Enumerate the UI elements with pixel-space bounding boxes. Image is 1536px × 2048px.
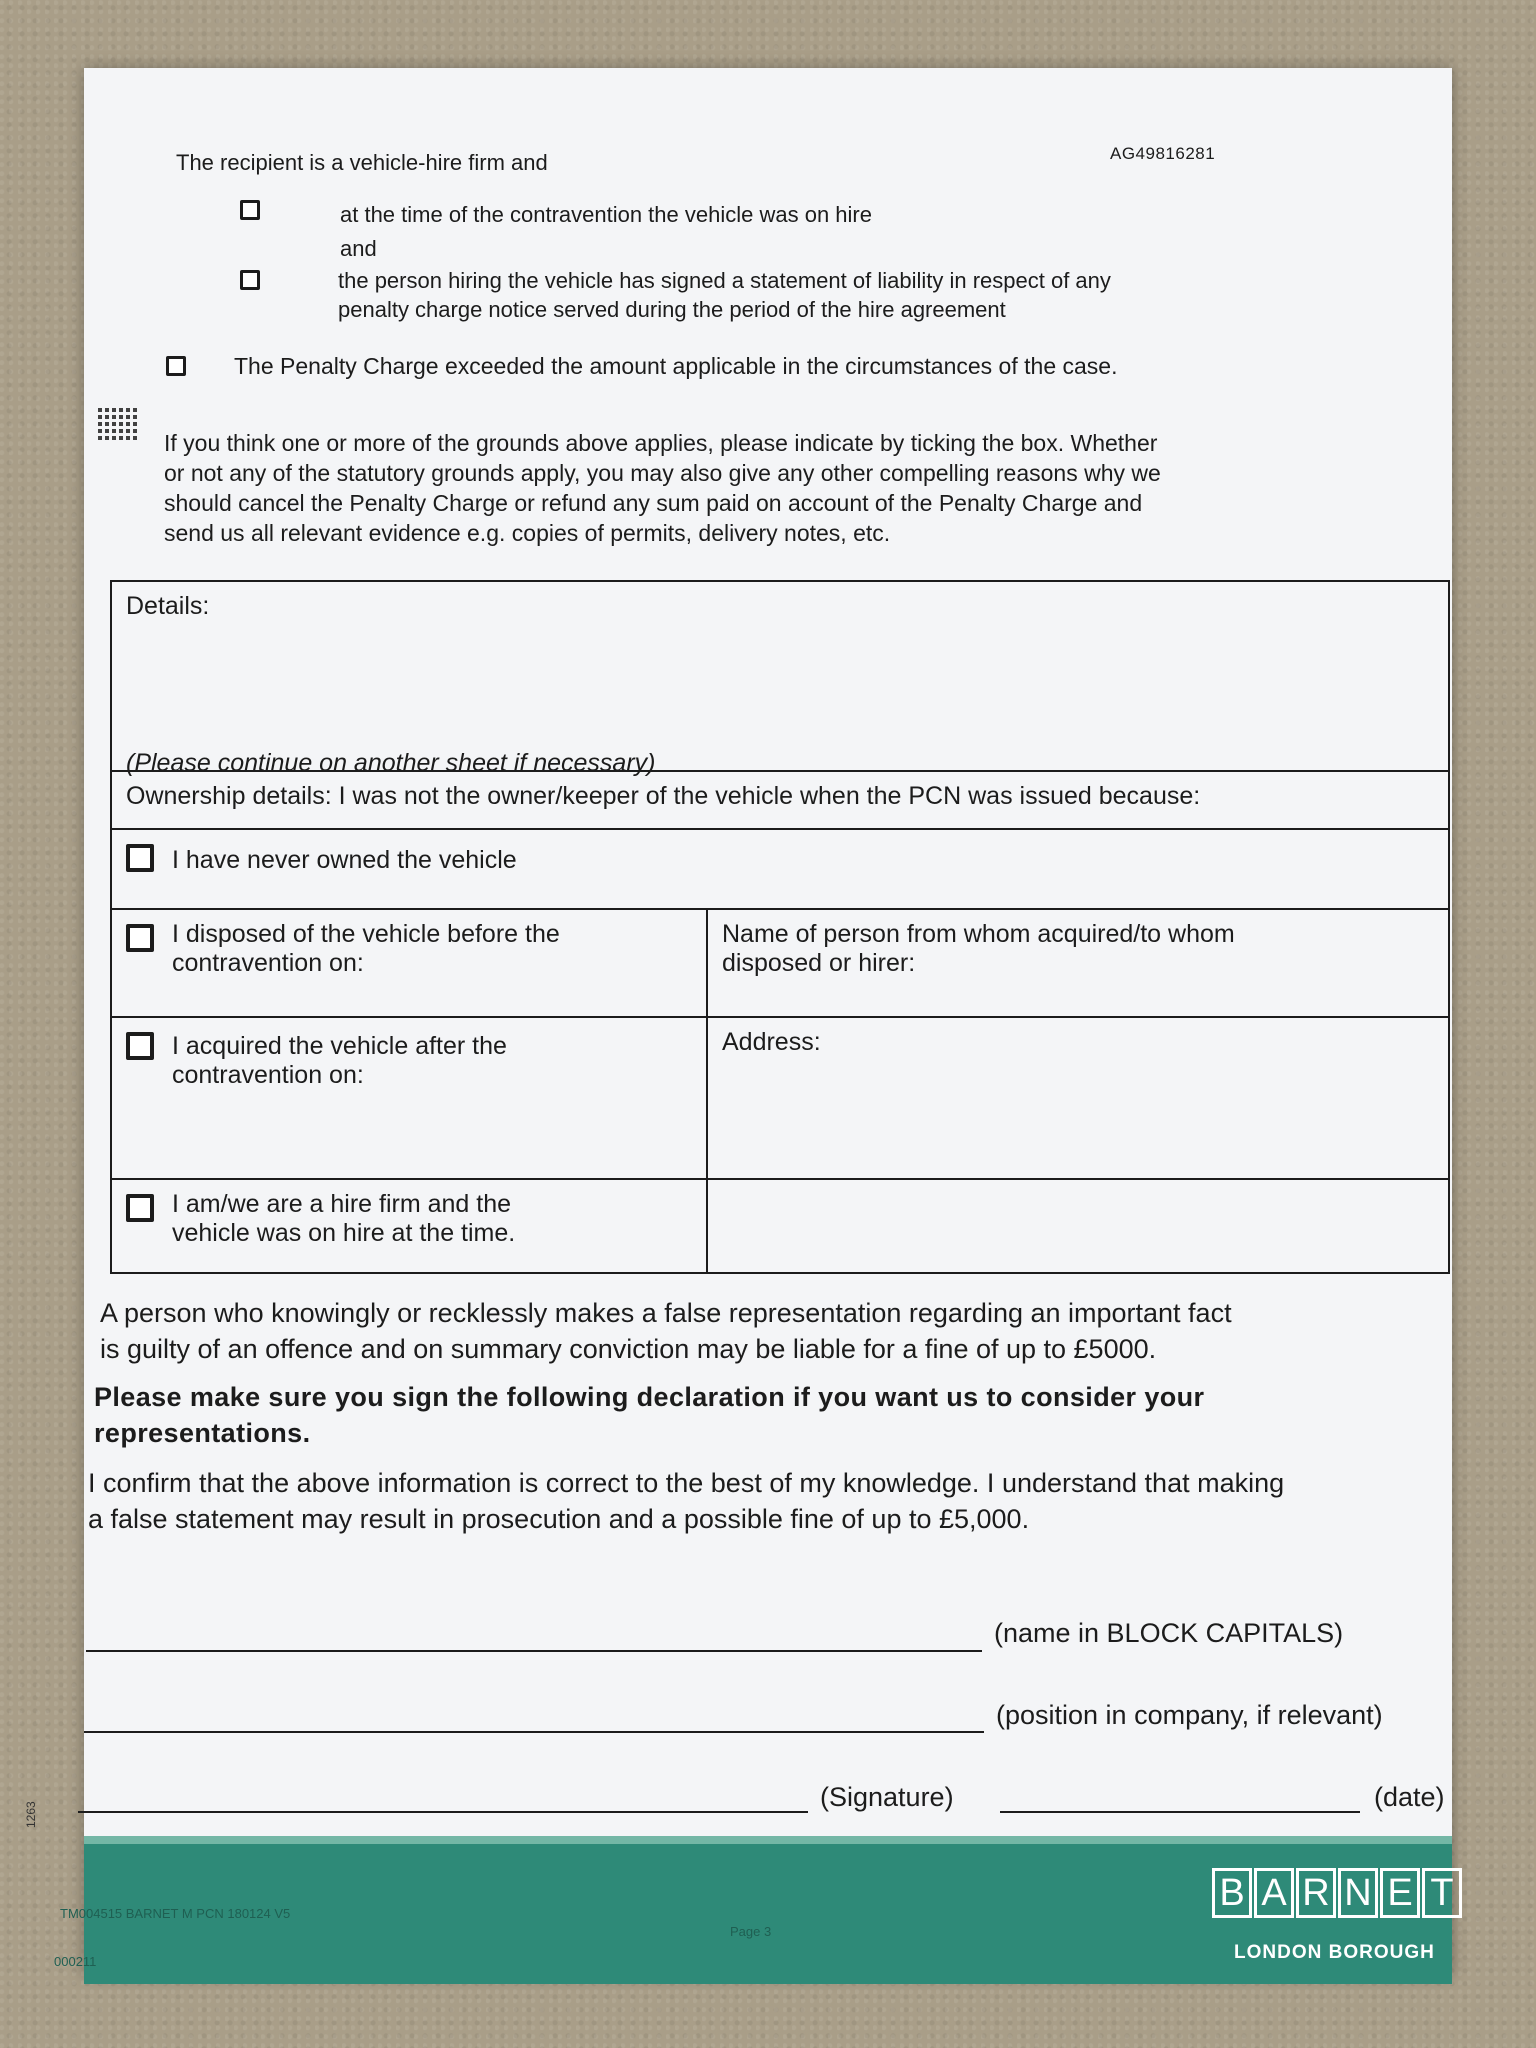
logo-letter: N	[1338, 1868, 1378, 1918]
acquired-checkbox[interactable]	[126, 1032, 154, 1060]
representation-form-table	[110, 580, 1450, 1274]
logo-letter: T	[1422, 1868, 1462, 1918]
name-label-line1: Name of person from whom acquired/to whom	[722, 920, 1235, 948]
instructions-line: send us all relevant evidence e.g. copies of permits, delivery notes, etc.	[164, 520, 891, 546]
position-field-label: (position in company, if relevant)	[996, 1700, 1383, 1730]
margin-code: 1263	[24, 1801, 38, 1828]
name-block-capitals-field[interactable]	[86, 1650, 982, 1652]
instructions-line: should cancel the Penalty Charge or refund any sum paid on account of the Penalty Charge and	[164, 490, 1143, 516]
name-field-label: (name in BLOCK CAPITALS)	[994, 1618, 1344, 1648]
details-label: Details:	[126, 592, 210, 620]
never-owned-checkbox[interactable]	[126, 844, 154, 872]
acquired-label-line2: contravention on:	[172, 1061, 364, 1089]
ownership-header: Ownership details: I was not the owner/keeper of the vehicle when the PCN was issued because:	[111, 771, 1449, 829]
disposed-label-line1: I disposed of the vehicle before the	[172, 920, 560, 948]
pcn-form-page	[24, 68, 1454, 1976]
form-code: TM004515 BARNET M PCN 180124 V5	[60, 1906, 291, 1921]
never-owned-row[interactable]	[111, 829, 1449, 909]
disposed-row[interactable]	[111, 909, 707, 1017]
never-owned-label: I have never owned the vehicle	[172, 846, 517, 874]
hire-intro-text: The recipient is a vehicle-hire firm and	[176, 150, 548, 175]
logo-letter: E	[1380, 1868, 1420, 1918]
hire-firm-row[interactable]	[111, 1179, 707, 1273]
sign-notice-line: Please make sure you sign the following declaration if you want us to consider your	[94, 1382, 1205, 1412]
sign-notice-line: representations.	[94, 1417, 311, 1448]
warning-line: A person who knowingly or recklessly makes a false representation regarding an important fact	[100, 1298, 1232, 1328]
instructions-line: If you think one or more of the grounds above applies, please indicate by ticking the box. Whether	[164, 430, 1158, 456]
statement-of-liability-line1: the person hiring the vehicle has signed a statement of liability in respect of any	[338, 268, 1111, 293]
declaration-text	[88, 1466, 1284, 1537]
on-hire-checkbox[interactable]	[240, 200, 260, 220]
statement-of-liability-line2: penalty charge notice served during the period of the hire agreement	[338, 297, 1006, 322]
declaration-line: I confirm that the above information is correct to the best of my knowledge. I understand that making	[88, 1468, 1285, 1498]
disposed-checkbox[interactable]	[126, 924, 154, 952]
details-field[interactable]	[111, 581, 1449, 777]
hire-firm-checkbox[interactable]	[126, 1194, 154, 1222]
address-field[interactable]	[707, 1017, 1449, 1179]
continue-note: (Please continue on another sheet if necessary)	[126, 749, 656, 777]
sign-notice	[94, 1380, 1204, 1451]
warning-line: is guilty of an offence and on summary conviction may be liable for a fine of up to £5000.	[100, 1333, 1157, 1364]
and-text: and	[340, 236, 377, 261]
acquired-from-name-field[interactable]	[707, 909, 1449, 1017]
logo-letter: R	[1296, 1868, 1336, 1918]
hire-firm-label-line1: I am/we are a hire firm and the	[172, 1190, 512, 1218]
london-borough-label: LONDON BOROUGH	[1234, 1942, 1435, 1963]
instructions-text	[164, 428, 1161, 548]
instructions-line: or not any of the statutory grounds apply, you may also give any other compelling reasons why we	[164, 460, 1161, 486]
address-label: Address:	[722, 1028, 821, 1056]
declaration-line: a false statement may result in prosecution and a possible fine of up to £5,000.	[88, 1503, 1030, 1534]
barcode-icon	[98, 406, 138, 440]
date-field[interactable]	[1000, 1811, 1360, 1813]
hire-firm-extra-field[interactable]	[707, 1179, 1449, 1273]
barnet-logo	[1212, 1868, 1462, 1918]
date-field-label: (date)	[1374, 1782, 1445, 1812]
penalty-exceeded-checkbox[interactable]	[166, 356, 186, 376]
acquired-row[interactable]	[111, 1017, 707, 1179]
statement-of-liability-checkbox[interactable]	[240, 270, 260, 290]
on-hire-text: at the time of the contravention the vehicle was on hire	[340, 202, 872, 227]
page-number: Page 3	[730, 1924, 772, 1939]
acquired-label-line1: I acquired the vehicle after the	[172, 1032, 507, 1060]
position-in-company-field[interactable]	[84, 1731, 984, 1733]
logo-letter: B	[1212, 1868, 1252, 1918]
penalty-exceeded-text: The Penalty Charge exceeded the amount applicable in the circumstances of the case.	[234, 353, 1118, 379]
false-representation-warning	[100, 1296, 1232, 1367]
reference-number: AG49816281	[1110, 144, 1216, 163]
name-label-line2: disposed or hirer:	[722, 949, 916, 977]
logo-letter: A	[1254, 1868, 1294, 1918]
serial-number: 000211	[54, 1954, 97, 1969]
hire-firm-label-line2: vehicle was on hire at the time.	[172, 1219, 516, 1247]
signature-field-label: (Signature)	[820, 1782, 954, 1812]
signature-field[interactable]	[78, 1811, 808, 1813]
disposed-label-line2: contravention on:	[172, 949, 364, 977]
